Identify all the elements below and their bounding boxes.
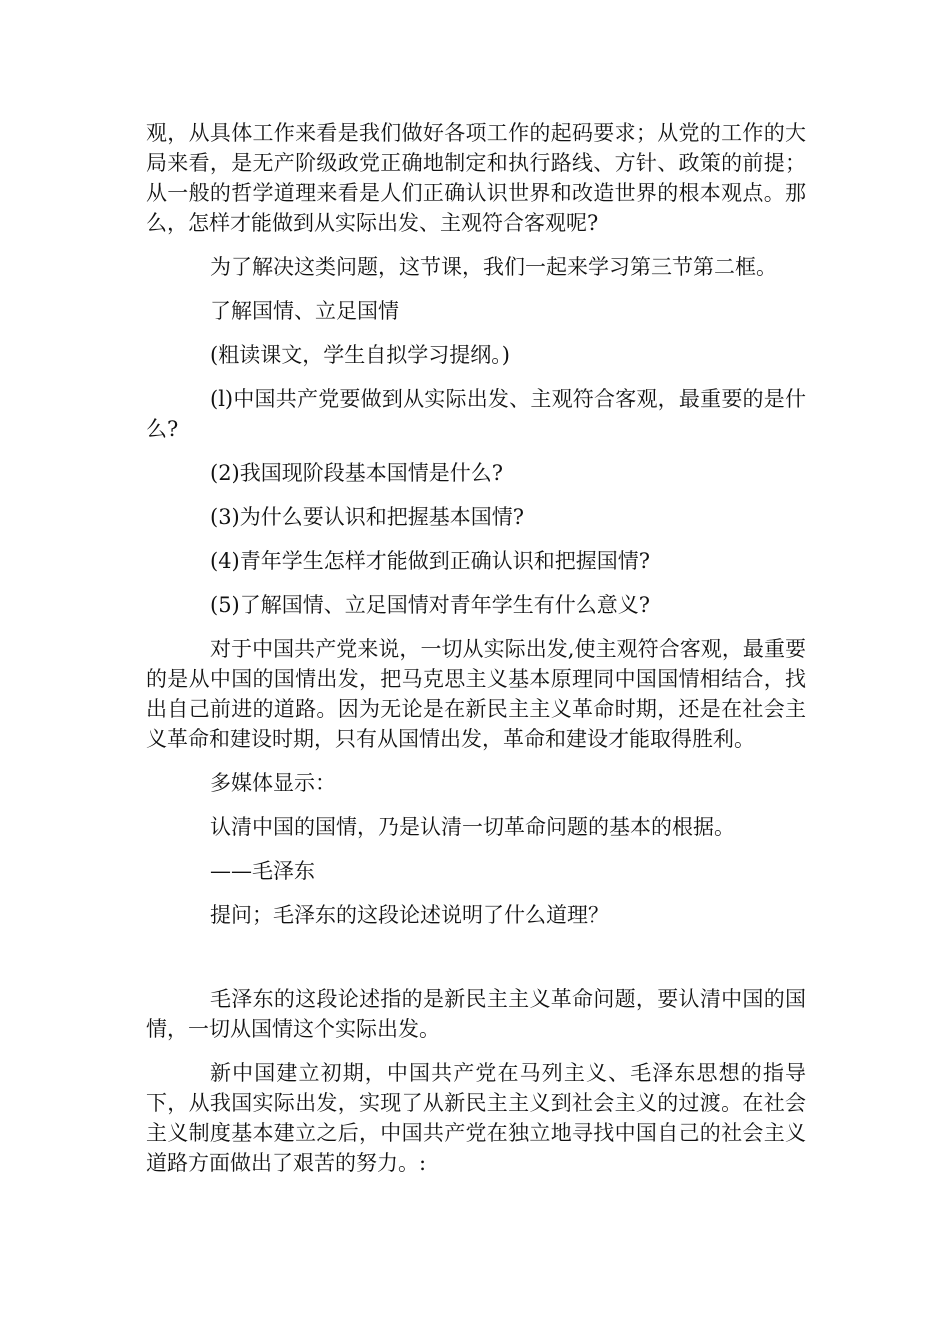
paragraph-lesson-intro: 为了解决这类问题，这节课，我们一起来学习第三节第二框。: [210, 255, 777, 279]
paragraph-intro-continuation: 观，从具体工作来看是我们做好各项工作的起码要求；从党的工作的大局来看，是无产阶级政党正确地制定和执行路线、方针、政策的前提；从一般的哲学道理来看是人们正确认识世界和改造世界的根本观点。那么，怎样才能做到从实际出发、主观符合客观呢?: [146, 121, 806, 235]
question-prompt: 提问；毛泽东的这段论述说明了什么道理？: [210, 903, 609, 927]
question-3: (3)为什么要认识和把握基本国情?: [210, 505, 525, 529]
section-heading: 了解国情、立足国情: [210, 299, 399, 323]
paragraph-answer-2: 毛泽东的这段论述指的是新民主主义革命问题，要认清中国的国情，一切从国情这个实际出发。: [146, 987, 806, 1041]
paragraph-answer-1: 对于中国共产党来说，一切从实际出发,使主观符合客观，最重要的是从中国的国情出发，把马克思主义基本原理同中国国情相结合，找出自己前进的道路。因为无论是在新民主主义革命时期，还是在社会主义革命和建设时期，只有从国情出发，革命和建设才能取得胜利。: [146, 637, 806, 751]
question-4: (4)青年学生怎样才能做到正确认识和把握国情?: [210, 549, 651, 573]
document-page: [146, 118, 806, 1192]
quote-text: 认清中国的国情，乃是认清一切革命问题的基本的根据。: [210, 815, 735, 839]
question-5: (5)了解国情、立足国情对青年学生有什么意义?: [210, 593, 651, 617]
paragraph-history: 新中国建立初期，中国共产党在马列主义、毛泽东思想的指导下，从我国实际出发，实现了从新民主主义到社会主义的过渡。在社会主义制度基本建立之后，中国共产党在独立地寻找中国自己的社会主义道路方面做出了艰苦的努力。:: [146, 1061, 806, 1175]
paragraph-gap: [146, 944, 806, 984]
question-2: (2)我国现阶段基本国情是什么?: [210, 461, 504, 485]
question-1: (l)中国共产党要做到从实际出发、主观符合客观，最重要的是什么?: [146, 387, 806, 441]
quote-attribution: ——毛泽东: [210, 859, 315, 883]
multimedia-label: 多媒体显示：: [210, 771, 336, 795]
study-instruction: (粗读课文，学生自拟学习提纲。): [210, 343, 510, 367]
